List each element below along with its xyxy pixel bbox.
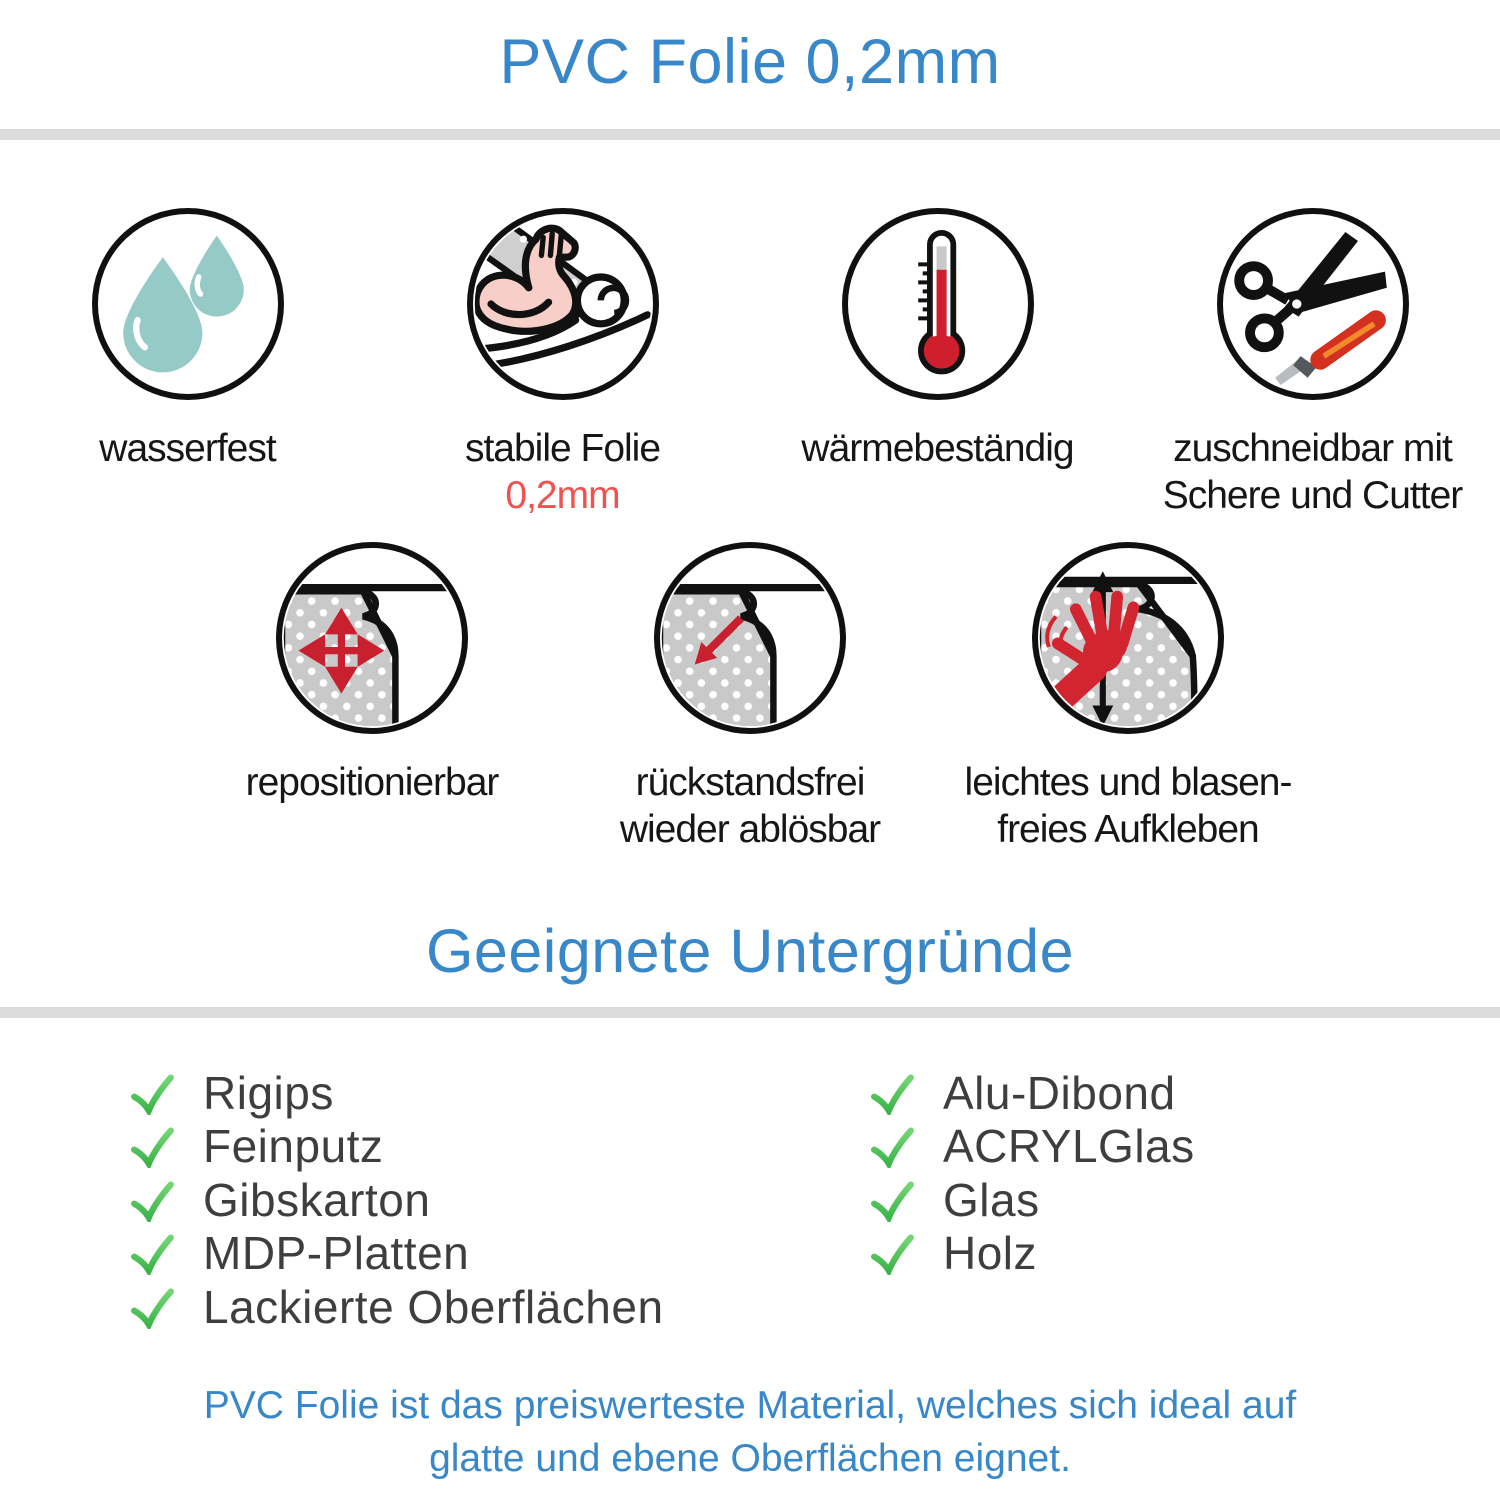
footer-line-2: glatte und ebene Oberflächen eignet. [429,1437,1071,1480]
divider [0,1007,1500,1018]
feature-circle [1032,542,1224,734]
feature-waermebestaendig [750,208,1125,519]
list-item [126,1120,664,1174]
substrates-list-right [866,1066,1195,1280]
feature-label: wasserfest [99,427,276,470]
substrate-label: Holz [943,1227,1038,1280]
list-item [126,1173,664,1227]
feature-circle [92,208,284,400]
water-drops-icon [98,214,278,394]
feature-circle [654,542,846,734]
bubble-free-application-icon [1038,548,1218,728]
feature-label: repositionierbar [245,761,499,804]
checkmark-icon [866,1231,916,1275]
section-title-untergruende: Geeignete Untergründe [425,917,1075,985]
list-item [866,1120,1195,1174]
list-item [866,1173,1195,1227]
feature-label: stabile Folie 0,2mm [464,427,661,517]
substrate-label: Rigips [203,1066,334,1119]
feature-label: wärmebeständig [801,427,1074,470]
checkmark-icon [866,1071,916,1115]
substrate-label: Feinputz [203,1120,384,1173]
features-row-1 [0,208,1500,519]
divider [0,129,1500,140]
checkmark-icon [126,1071,176,1115]
checkmark-icon [126,1178,176,1222]
feature-circle [467,208,659,400]
feature-zuschneidbar [1125,208,1500,519]
checkmark-icon [866,1124,916,1168]
list-item [126,1227,664,1281]
page-title: PVC Folie 0,2mm [499,27,1001,97]
list-item [866,1227,1195,1281]
feature-rueckstandsfrei [561,542,939,853]
list-item [126,1066,664,1120]
feature-wasserfest [0,208,375,519]
list-item [866,1066,1195,1120]
feature-label: zuschneidbar mit Schere und Cutter [1162,427,1463,517]
feature-circle [842,208,1034,400]
feature-circle [276,542,468,734]
thickness-value: 0,2mm [505,474,620,517]
feature-label: rückstandsfrei wieder ablösbar [619,761,881,851]
feature-label: leichtes und blasen- freies Aufkleben [964,761,1292,851]
strong-arm-foil-roll-icon [473,214,653,394]
scissors-and-cutter-icon [1223,214,1403,394]
list-item [126,1280,664,1334]
substrates-list-left [126,1066,664,1334]
residue-free-removable-foil-icon [660,548,840,728]
substrate-label: ACRYLGlas [943,1120,1195,1173]
repositionable-foil-icon [282,548,462,728]
checkmark-icon [126,1231,176,1275]
feature-circle [1217,208,1409,400]
footer-note [0,1379,1500,1485]
substrate-label: Gibskarton [203,1173,431,1226]
checkmark-icon [126,1124,176,1168]
features-row-2 [183,542,1317,853]
feature-repositionierbar [183,542,561,853]
footer-line-1: PVC Folie ist das preiswerteste Material, welches sich ideal auf [203,1384,1297,1427]
substrate-label: Alu-Dibond [943,1066,1176,1119]
checkmark-icon [126,1285,176,1329]
feature-stabile-folie [375,208,750,519]
feature-blasenfrei [939,542,1317,853]
substrate-label: MDP-Platten [203,1227,470,1280]
thermometer-icon [848,214,1028,394]
checkmark-icon [866,1178,916,1222]
substrate-label: Glas [943,1173,1040,1226]
substrate-label: Lackierte Oberflächen [203,1280,664,1333]
